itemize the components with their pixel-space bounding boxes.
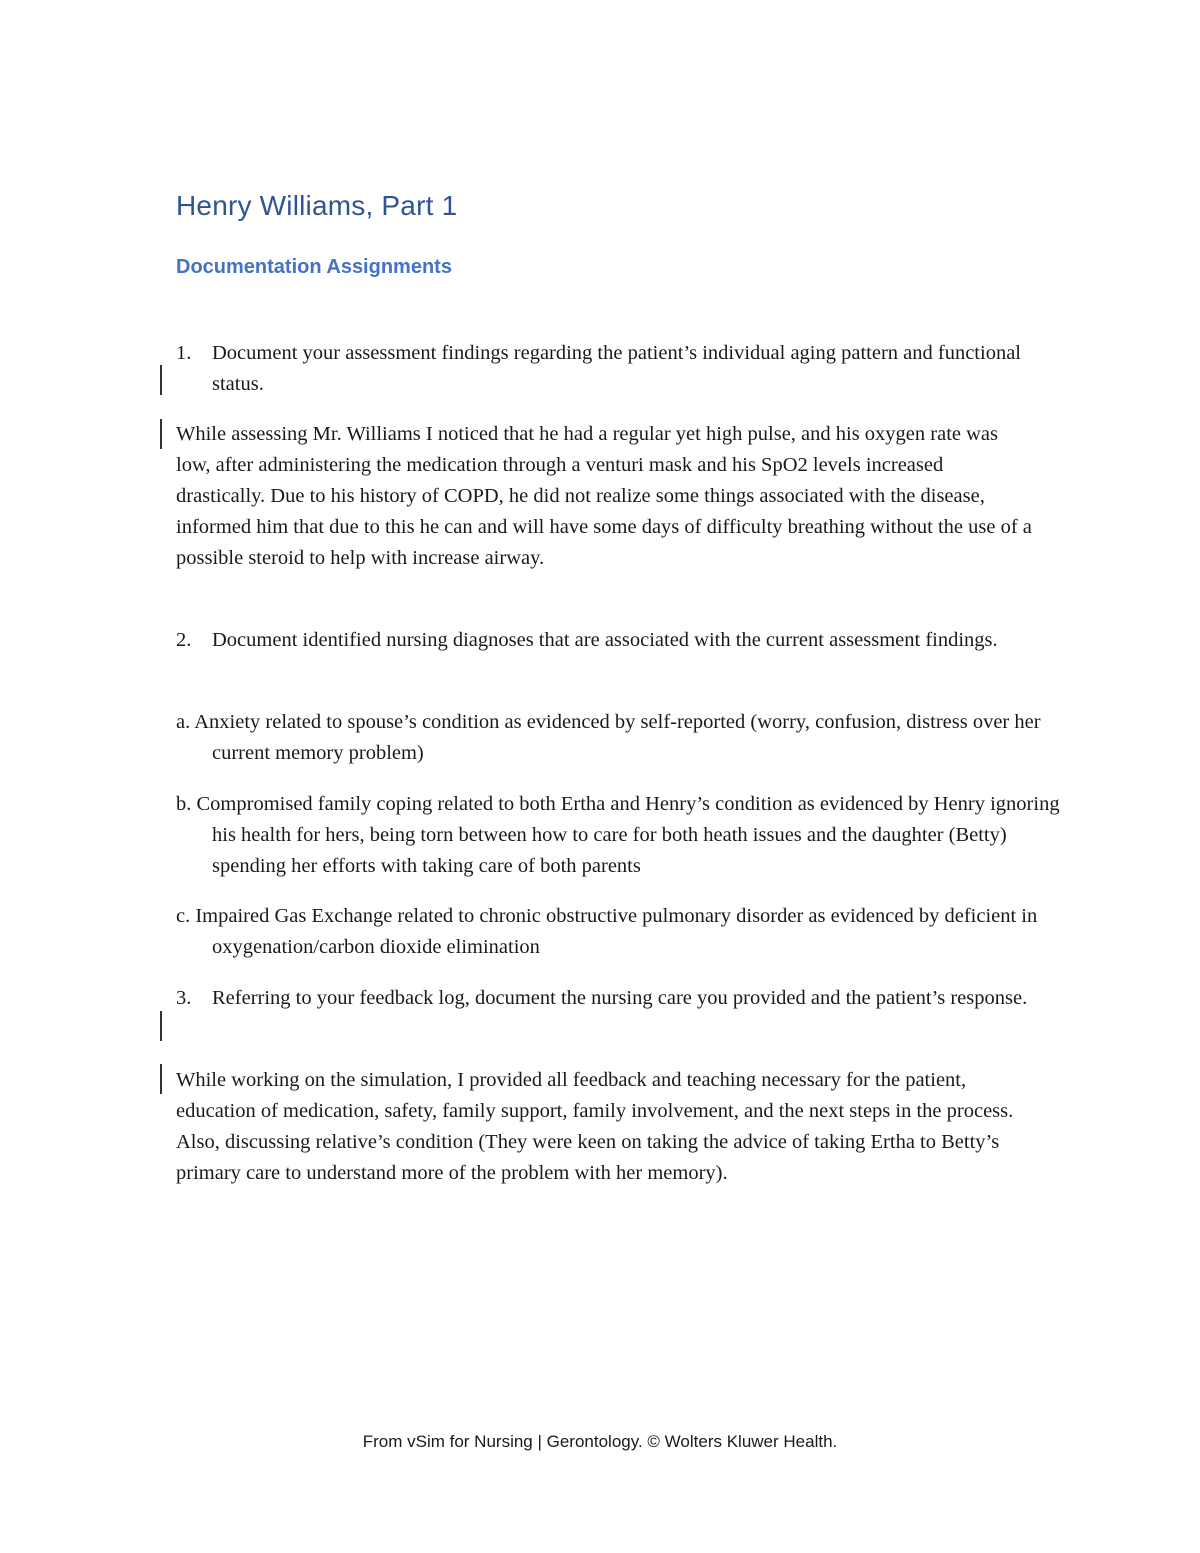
diagnosis-a: a. Anxiety related to spouse’s condition as evidenced by self-reported (worry, confusion, distress over her current memory problem) [176,711,1041,764]
change-bar [160,365,162,395]
page-footer: From vSim for Nursing | Gerontology. © Wolters Kluwer Health. [362,1432,838,1451]
document-title: Henry Williams, Part 1 [176,190,458,221]
document-subtitle: Documentation Assignments [176,256,452,278]
question-1 [176,338,1072,400]
answer-3: While working on the simulation, I provided all feedback and teaching necessary for the patient, education of medication, safety, family support, family involvement, and the next steps in the process. Also, discussing relative’s condition (They were keen on taking the advice of taking Ertha to Betty’s primary care to understand more of the problem with her memory). [176,1069,1014,1184]
question-3 [176,983,1072,1014]
question-2 [176,625,1072,656]
answer-1: While assessing Mr. Williams I noticed that he had a regular yet high pulse, and his oxygen rate was low, after administering the medication through a venturi mask and his SpO2 levels increased drastically. Due to his history of COPD, he did not realize some things associated with the disease, informed him that due to this he can and will have some days of difficulty breathing without the use of a possible steroid to help with increase airway. [176,423,1032,569]
question-1-text: Document your assessment findings regarding the patient’s individual aging pattern and functional status. [212,342,1021,395]
change-bar [160,1011,162,1041]
question-3-number: 3. [176,987,192,1009]
question-2-number: 2. [176,629,192,651]
question-3-text: Referring to your feedback log, document the nursing care you provided and the patient’s response. [212,987,1028,1009]
question-2-text: Document identified nursing diagnoses that are associated with the current assessment findings. [212,629,998,651]
diagnosis-b: b. Compromised family coping related to both Ertha and Henry’s condition as evidenced by Henry ignoring his health for hers, being torn between how to care for both heath issues and the daughter (Betty) spending her efforts with taking care of both parents [176,793,1060,877]
question-1-number: 1. [176,342,192,364]
change-bar [160,419,162,449]
change-bar [160,1064,162,1094]
diagnosis-c: c. Impaired Gas Exchange related to chronic obstructive pulmonary disorder as evidenced by deficient in oxygenation/carbon dioxide elimination [176,905,1038,958]
